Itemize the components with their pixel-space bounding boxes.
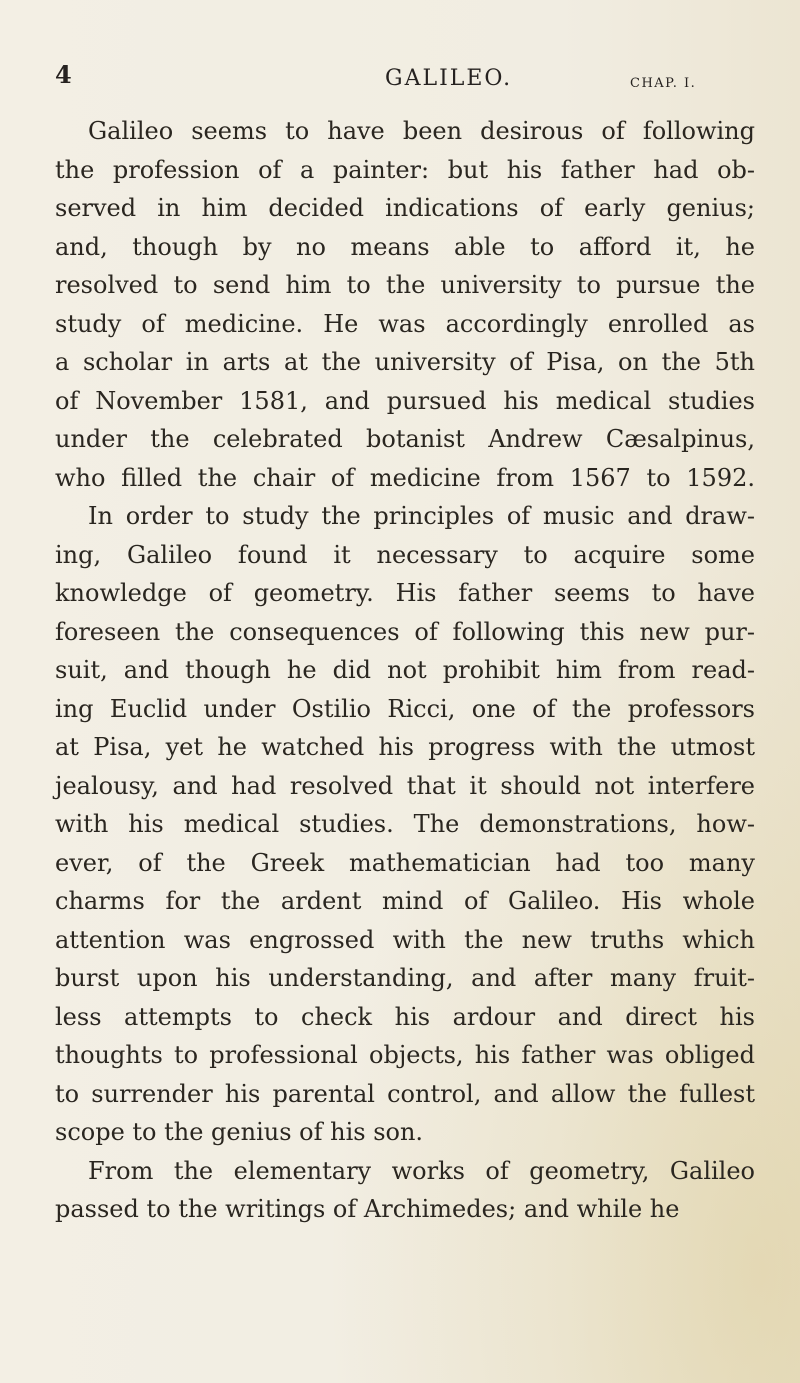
text-line: study of medicine. He was accordingly enrolled as (55, 309, 755, 338)
text-line: of November 1581, and pursued his medical studies (55, 386, 755, 415)
text-line: passed to the writings of Archimedes; and while he (55, 1195, 680, 1223)
text-line: foreseen the consequences of following this new pur- (55, 617, 755, 646)
text-line: From the elementary works of geometry, Galileo (88, 1156, 755, 1185)
text-line: burst upon his understanding, and after many fruit- (55, 964, 755, 992)
text-line: ever, of the Greek mathematician had too many (55, 848, 755, 877)
text-line: attention was engrossed with the new truths which (55, 925, 755, 954)
text-line: Galileo seems to have been desirous of following (88, 117, 755, 145)
text-line: scope to the genius of his son. (55, 1118, 424, 1146)
text-line: charms for the ardent mind of Galileo. His whole (55, 887, 755, 915)
text-line: suit, and though he did not prohibit him from read- (55, 656, 755, 684)
text-line: less attempts to check his ardour and direct his (55, 1002, 755, 1031)
text-line: a scholar in arts at the university of Pisa, on the 5th (55, 348, 755, 376)
running-title: GALILEO. (385, 66, 513, 91)
text-line: the profession of a painter: but his father had ob- (55, 155, 755, 184)
text-line: In order to study the principles of music and draw- (88, 502, 755, 530)
text-line: and, though by no means able to afford it, he (55, 232, 755, 261)
text-line: ing, Galileo found it necessary to acquire some (55, 540, 755, 569)
text-line: who filled the chair of medicine from 1567 to 1592. (55, 463, 755, 492)
chapter-label: CHAP. I. (630, 76, 697, 91)
text-line: knowledge of geometry. His father seems to have (55, 579, 755, 607)
text-line: with his medical studies. The demonstrations, how- (55, 810, 755, 838)
text-line: thoughts to professional objects, his father was obliged (55, 1041, 755, 1069)
page-number: 4 (55, 60, 72, 89)
text-line: at Pisa, yet he watched his progress with the utmost (55, 733, 755, 761)
text-line: under the celebrated botanist Andrew Cæsalpinus, (55, 425, 755, 453)
text-line: resolved to send him to the university to pursue the (55, 271, 755, 299)
text-line: served in him decided indications of early genius; (55, 194, 755, 222)
text-line: jealousy, and had resolved that it should not interfere (55, 771, 755, 800)
text-line: to surrender his parental control, and allow the fullest (55, 1079, 755, 1108)
text-line: ing Euclid under Ostilio Ricci, one of the professors (55, 694, 755, 723)
running-head (0, 60, 800, 100)
